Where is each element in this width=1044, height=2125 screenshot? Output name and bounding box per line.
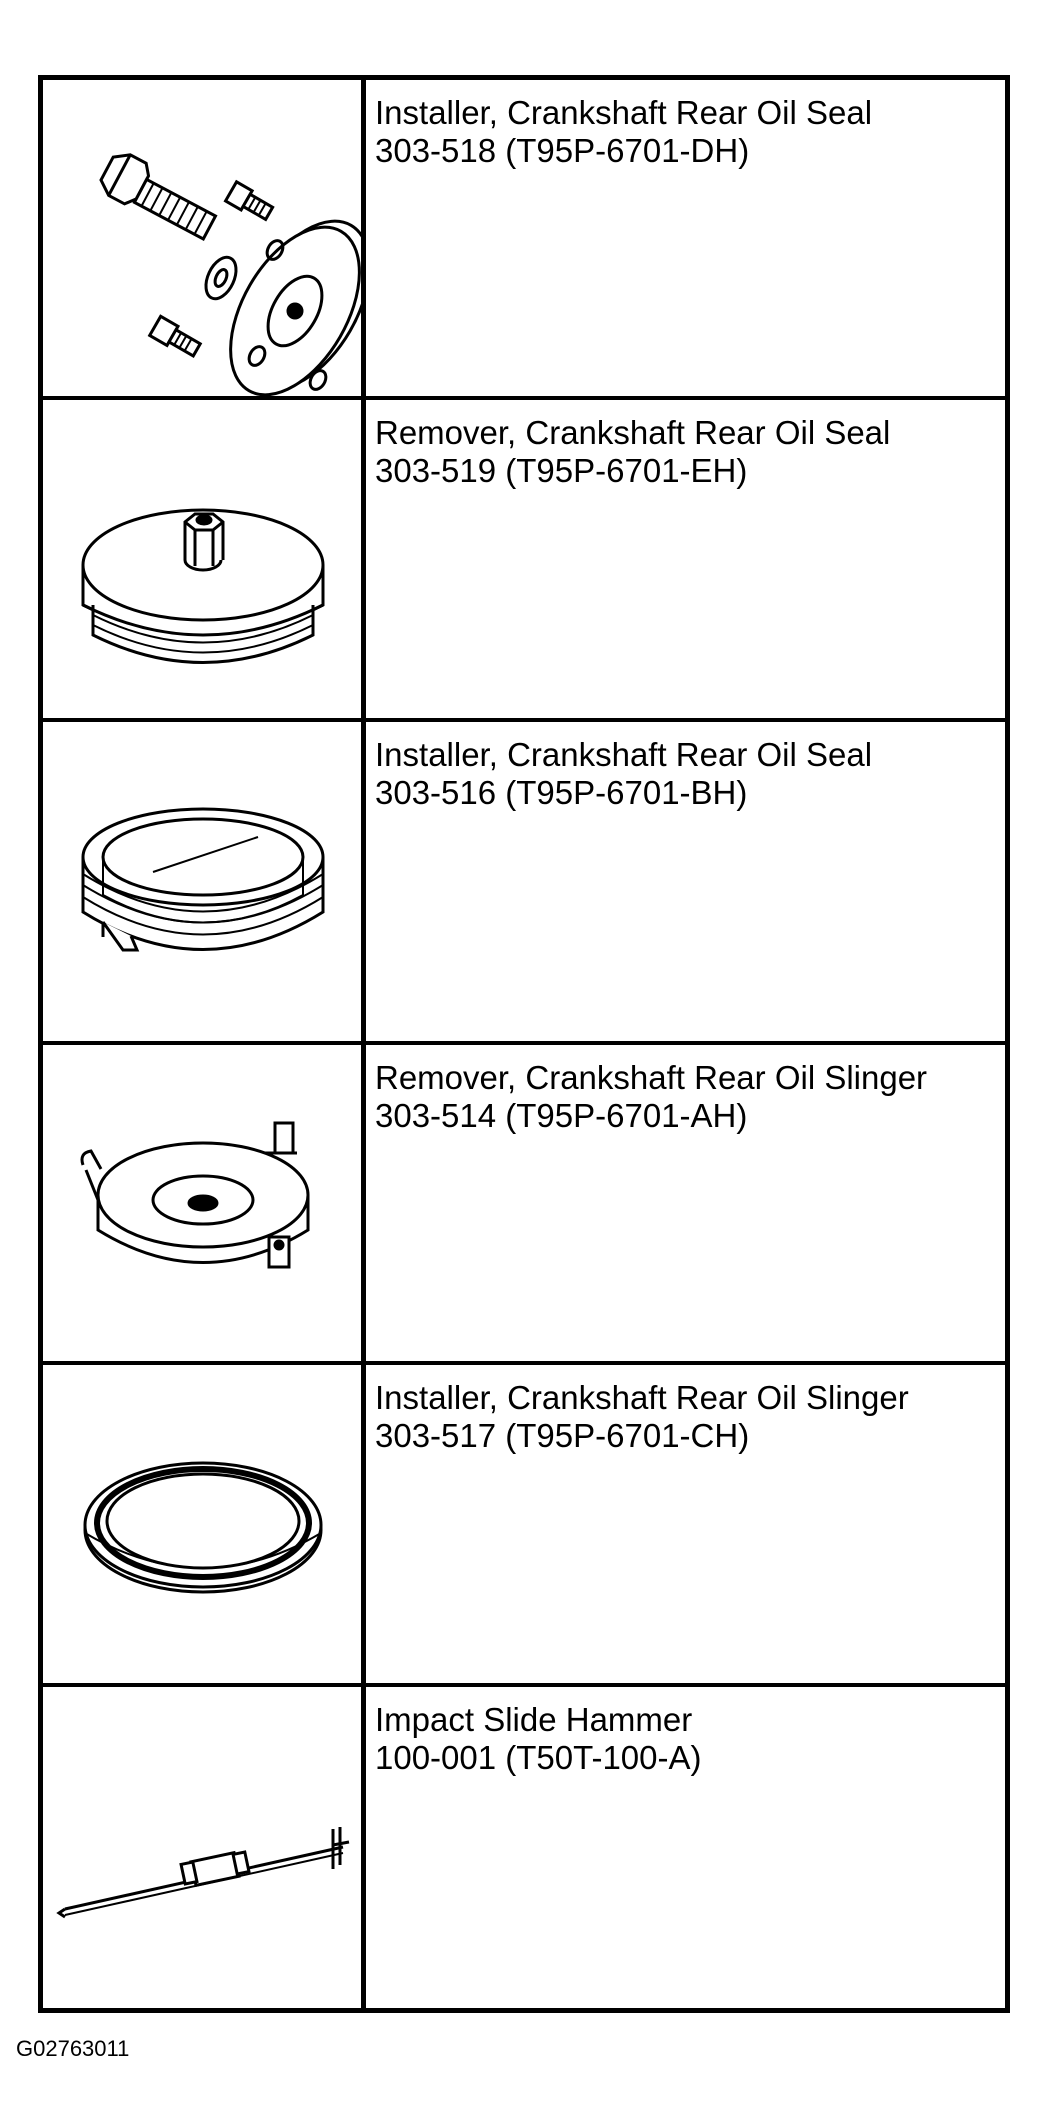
table-row [43, 400, 1005, 722]
tool-part-number: 303-519 (T95P-6701-EH) [375, 452, 748, 489]
tool-illustration-cell [43, 1365, 366, 1683]
table-row [43, 722, 1005, 1045]
special-tools-table [38, 75, 1010, 2013]
tool-description-cell [375, 414, 997, 490]
tool-description: Remover, Crankshaft Rear Oil Seal [375, 414, 891, 451]
slinger-remover-disc-icon [43, 1045, 361, 1361]
tool-description-cell [375, 1701, 997, 1777]
tool-description-cell [375, 1379, 997, 1455]
tool-description-cell [375, 1059, 997, 1135]
tool-part-number: 303-516 (T95P-6701-BH) [375, 774, 748, 811]
tool-description-cell [375, 94, 997, 170]
tool-description: Impact Slide Hammer [375, 1701, 693, 1738]
tool-description-cell [375, 736, 997, 812]
tool-illustration-cell [43, 80, 366, 396]
seal-remover-threaded-cap-icon [43, 400, 361, 718]
tool-part-number: 303-518 (T95P-6701-DH) [375, 132, 750, 169]
table-row [43, 1045, 1005, 1365]
figure-id: G02763011 [16, 2036, 130, 2061]
tool-part-number: 303-514 (T95P-6701-AH) [375, 1097, 748, 1134]
tool-description: Installer, Crankshaft Rear Oil Slinger [375, 1379, 909, 1416]
tool-illustration-cell [43, 1045, 366, 1361]
seal-installer-plate-bolts-icon [43, 80, 361, 396]
table-row [43, 1687, 1005, 2008]
tool-illustration-cell [43, 1687, 366, 2008]
tool-description: Installer, Crankshaft Rear Oil Seal [375, 736, 873, 773]
tool-part-number: 303-517 (T95P-6701-CH) [375, 1417, 750, 1454]
slide-hammer-icon [43, 1687, 361, 2008]
tool-illustration-cell [43, 722, 366, 1041]
tool-description: Installer, Crankshaft Rear Oil Seal [375, 94, 873, 131]
table-row [43, 1365, 1005, 1687]
tool-description: Remover, Crankshaft Rear Oil Slinger [375, 1059, 928, 1096]
tool-illustration-cell [43, 400, 366, 718]
seal-installer-ring-icon [43, 722, 361, 1041]
slinger-installer-ring-icon [43, 1365, 361, 1683]
tool-part-number: 100-001 (T50T-100-A) [375, 1739, 702, 1776]
table-row [43, 80, 1005, 400]
